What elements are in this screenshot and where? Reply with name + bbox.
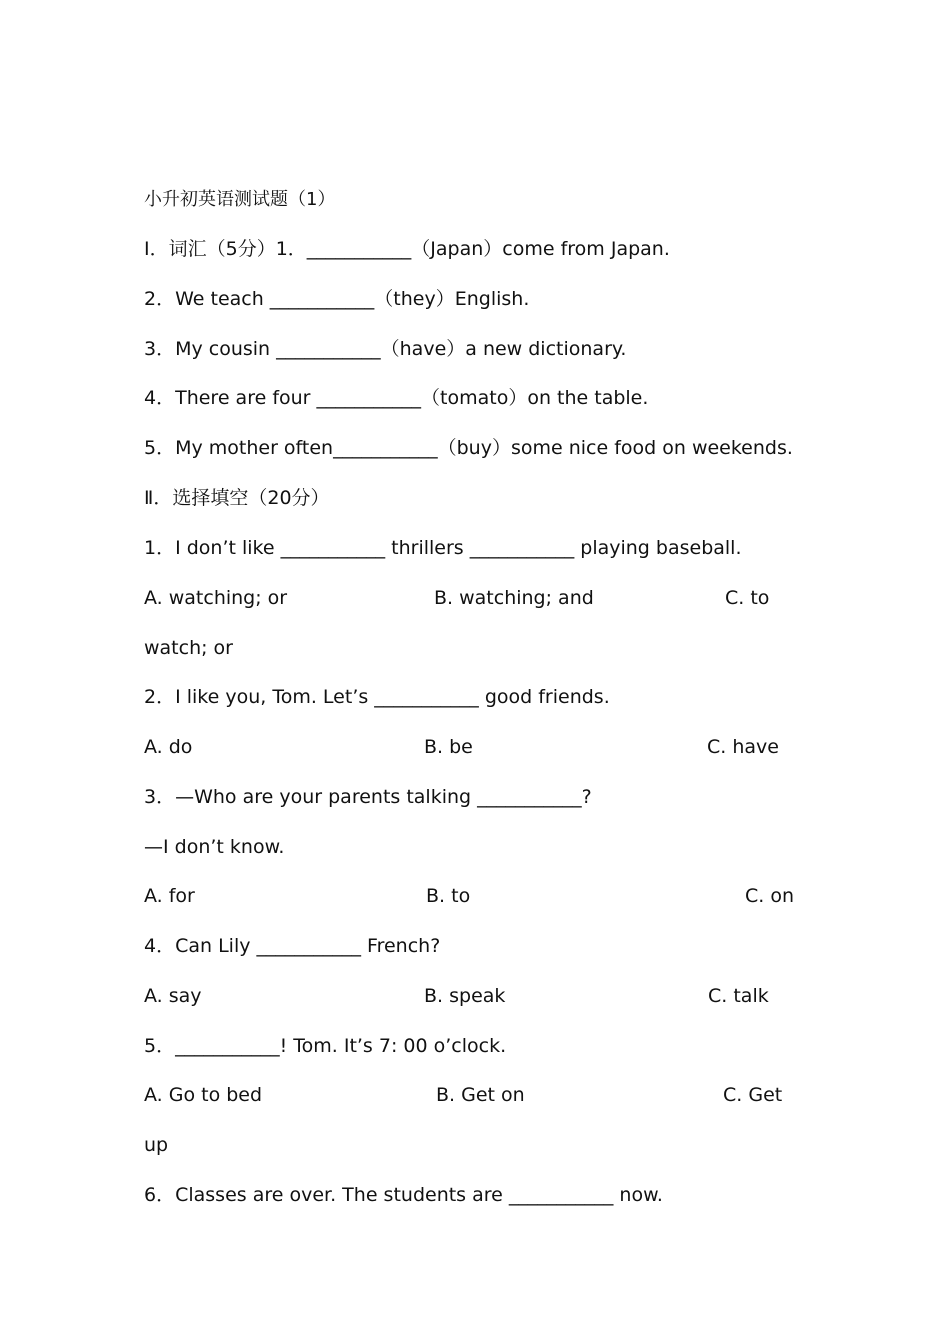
section2-question-4-option-a: A. say	[144, 985, 202, 1007]
section2-question-5-option-b: B. Get on	[436, 1084, 525, 1106]
section1-question-2: 2．We teach ___________（they）English.	[144, 288, 530, 310]
page-title: 小升初英语测试题（1）	[144, 189, 336, 210]
section2-question-5-stem: 5．___________! Tom. It’s 7: 00 o’clock.	[144, 1035, 507, 1057]
section2-question-4-stem: 4．Can Lily ___________ French?	[144, 935, 441, 957]
section2-question-5-option-c-continued: up	[144, 1134, 169, 1156]
section2-question-3-reply: —I don’t know.	[144, 836, 285, 858]
section2-question-3-stem: 3．—Who are your parents talking ___________?	[144, 786, 592, 808]
section2-question-1-option-a: A. watching; or	[144, 587, 288, 609]
section2-heading: Ⅱ．选择填空（20分）	[144, 487, 330, 509]
section2-question-1-option-b: B. watching; and	[434, 587, 594, 609]
section1-heading-question-1: Ⅰ．词汇（5分）1．___________（Japan）come from Japan.	[144, 238, 670, 260]
section2-question-1-option-c-continued: watch; or	[144, 637, 233, 659]
section2-question-1-option-c: C. to	[725, 587, 770, 609]
section2-question-5-option-c: C. Get	[723, 1084, 783, 1106]
section2-question-3-option-c: C. on	[745, 885, 795, 907]
section2-question-2-option-a: A. do	[144, 736, 193, 758]
section2-question-4-option-b: B. speak	[424, 985, 506, 1007]
section1-question-3: 3．My cousin ___________（have）a new dictionary.	[144, 338, 627, 360]
section1-question-5: 5．My mother often___________（buy）some nice food on weekends.	[144, 437, 793, 459]
section2-question-2-option-b: B. be	[424, 736, 473, 758]
section2-question-1-stem: 1．I don’t like ___________ thrillers ___________ playing baseball.	[144, 537, 742, 559]
section2-question-4-option-c: C. talk	[708, 985, 769, 1007]
section1-question-4: 4．There are four ___________（tomato）on the table.	[144, 387, 649, 409]
section2-question-5-option-a: A. Go to bed	[144, 1084, 263, 1106]
section2-question-3-option-b: B. to	[426, 885, 471, 907]
section2-question-2-stem: 2．I like you, Tom. Let’s ___________ good friends.	[144, 686, 610, 708]
section2-question-3-option-a: A. for	[144, 885, 195, 907]
section2-question-6-stem: 6．Classes are over. The students are ___________ now.	[144, 1184, 663, 1206]
section2-question-2-option-c: C. have	[707, 736, 779, 758]
